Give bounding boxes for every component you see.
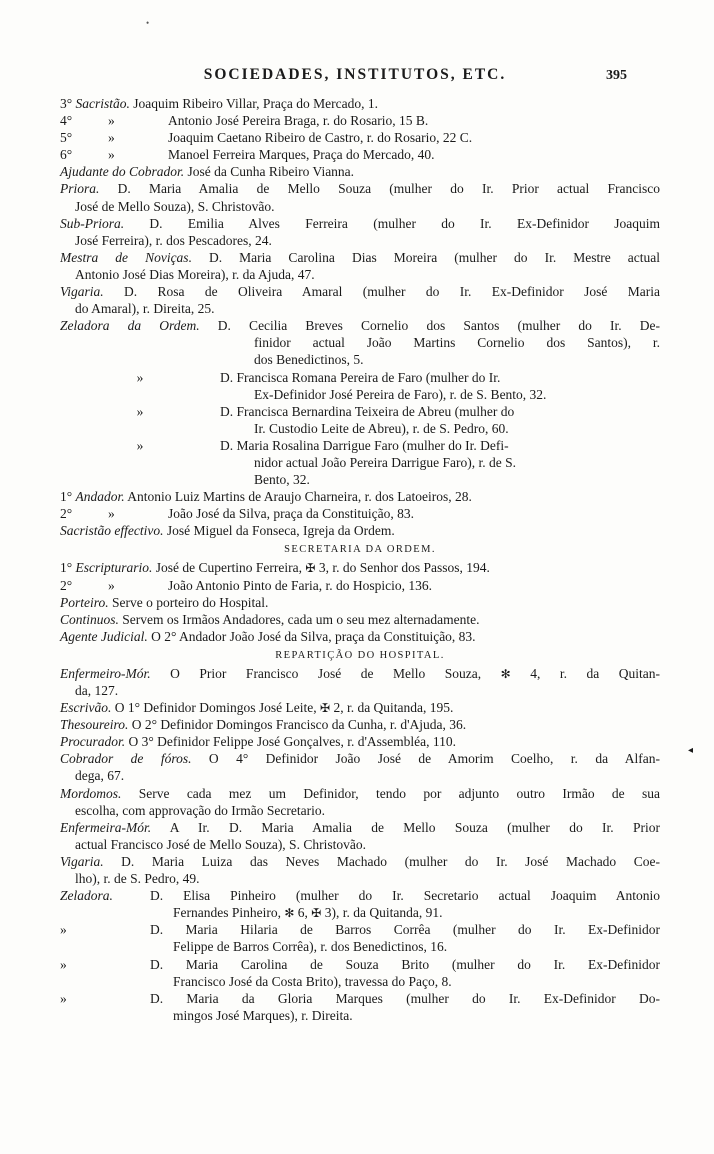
entry-line: Priora. D. Maria Amalia de Mello Souza (mulher do Ir. Prior actual Francisco bbox=[60, 181, 660, 197]
entry-line: » D. Maria Rosalina Darrigue Faro (mulher do Ir. Defi- bbox=[136, 437, 509, 453]
entry-line: 1° Escripturario. José de Cupertino Ferreira, ✠ 3, r. do Senhor dos Passos, 194. bbox=[60, 560, 490, 576]
entry-continuation: Felippe de Barros Corrêa), r. dos Benedictinos, 16. bbox=[173, 939, 448, 955]
entry-line: 2° » João Antonio Pinto de Faria, r. do Hospicio, 136. bbox=[60, 577, 432, 593]
cross-icon: ✠ bbox=[311, 906, 322, 921]
entry-line: 4° » Antonio José Pereira Braga, r. do Rosario, 15 B. bbox=[60, 113, 429, 129]
entry-continuation: Antonio José Dias Moreira), r. da Ajuda, 47. bbox=[75, 266, 315, 282]
entry-line: Vigaria. D. Rosa de Oliveira Amaral (mulher do Ir. Ex-Definidor José Maria bbox=[60, 284, 660, 300]
entry-line: Zeladora da Ordem. D. Cecilia Breves Cornelio dos Santos (mulher do Ir. De- bbox=[60, 318, 660, 334]
entry-continuation: Fernandes Pinheiro, ✻ 6, ✠ 3), r. da Quitanda, 91. bbox=[173, 905, 443, 921]
entry-line: » D. Francisca Romana Pereira de Faro (mulher do Ir. bbox=[136, 369, 501, 385]
entry-continuation: Bento, 32. bbox=[254, 472, 310, 488]
entry-line: Zeladora. D. Elisa Pinheiro (mulher do Ir. Secretario actual Joaquim Antonio bbox=[60, 888, 660, 904]
entry-continuation: Francisco José da Costa Brito), travessa do Paço, 8. bbox=[173, 973, 452, 989]
entry-continuation: lho), r. de S. Pedro, 49. bbox=[75, 871, 200, 887]
entry-line: 5° » Joaquim Caetano Ribeiro de Castro, r. do Rosario, 22 C. bbox=[60, 130, 473, 146]
entry-line: » D. Maria Carolina de Souza Brito (mulher do Ir. Ex-Definidor bbox=[60, 956, 660, 972]
section-heading-hospital: REPARTIÇÃO DO HOSPITAL. bbox=[275, 649, 445, 661]
entry-line: Mestra de Noviças. D. Maria Carolina Dias Moreira (mulher do Ir. Mestre actual bbox=[60, 249, 660, 265]
entry-line: Porteiro. Serve o porteiro do Hospital. bbox=[60, 594, 269, 610]
entry-line: » D. Maria da Gloria Marques (mulher do Ir. Ex-Definidor Do- bbox=[60, 990, 660, 1006]
entry-line: 2° » João José da Silva, praça da Constituição, 83. bbox=[60, 506, 414, 522]
entry-continuation: do Amaral), r. Direita, 25. bbox=[75, 301, 215, 317]
cross-icon: ✠ bbox=[320, 701, 331, 716]
entry-line: 3° Sacristão. Joaquim Ribeiro Villar, Praça do Mercado, 1. bbox=[60, 96, 379, 111]
entry-line: » D. Francisca Bernardina Teixeira de Abreu (mulher do bbox=[136, 403, 515, 419]
entry-line: Mordomos. Serve cada mez um Definidor, tendo por adjunto outro Irmão de sua bbox=[60, 785, 660, 801]
entry-continuation: mingos José Marques), r. Direita. bbox=[173, 1007, 353, 1023]
entry-continuation: dega, 67. bbox=[75, 768, 125, 784]
entry-line: Enfermeira-Mór. A Ir. D. Maria Amalia de Mello Souza (mulher do Ir. Prior bbox=[60, 819, 660, 835]
entry-continuation: escolha, com approvação do Irmão Secretario. bbox=[75, 802, 326, 818]
running-header: SOCIEDADES, INSTITUTOS, ETC. bbox=[203, 66, 507, 83]
entry-line: Enfermeiro-Mór. O Prior Francisco José de Mello Souza, ✻ 4, r. da Quitan- bbox=[60, 665, 660, 681]
entry-line: 1° Andador. Antonio Luiz Martins de Araujo Charneira, r. dos Latoeiros, 28. bbox=[60, 489, 472, 505]
entry-continuation: Ir. Custodio Leite de Abreu), r. de S. Pedro, 60. bbox=[254, 420, 509, 436]
entry-continuation: dos Benedictinos, 5. bbox=[254, 352, 364, 368]
star-icon: ✻ bbox=[284, 906, 295, 921]
cross-icon: ✠ bbox=[305, 561, 316, 576]
entry-line: Agente Judicial. O 2° Andador João José da Silva, praça da Constituição, 83. bbox=[60, 628, 476, 644]
page-number: 395 bbox=[606, 68, 627, 83]
star-icon: ✻ bbox=[500, 666, 511, 681]
page-body bbox=[60, 95, 660, 1024]
section-heading-secretaria: SECRETARIA DA ORDEM. bbox=[284, 544, 436, 556]
entry-line: Thesoureiro. O 2° Definidor Domingos Francisco da Cunha, r. d'Ajuda, 36. bbox=[60, 717, 467, 733]
entry-continuation: actual Francisco José de Mello Souza), S. Christovão. bbox=[75, 836, 366, 852]
entry-continuation: nidor actual João Pereira Darrigue Faro), r. de S. bbox=[254, 454, 517, 470]
entry-line: Sacristão effectivo. José Miguel da Fonseca, Igreja da Ordem. bbox=[60, 523, 395, 539]
entry-continuation: José Ferreira), r. dos Pescadores, 24. bbox=[75, 232, 272, 248]
margin-mark: ◂ bbox=[688, 745, 694, 756]
entry-line: Ajudante do Cobrador. José da Cunha Ribeiro Vianna. bbox=[60, 164, 355, 180]
entry-line: Sub-Priora. D. Emilia Alves Ferreira (mulher do Ir. Ex-Definidor Joaquim bbox=[60, 215, 660, 231]
entry-line: Cobrador de fóros. O 4° Definidor João José de Amorim Coelho, r. da Alfan- bbox=[60, 751, 660, 767]
entry-line: 6° » Manoel Ferreira Marques, Praça do Mercado, 40. bbox=[60, 147, 435, 163]
entry-line: » D. Maria Hilaria de Barros Corrêa (mulher do Ir. Ex-Definidor bbox=[60, 922, 660, 938]
entry-continuation: Ex-Definidor José Pereira de Faro), r. de S. Bento, 32. bbox=[254, 386, 547, 402]
entry-line: Escrivão. O 1° Definidor Domingos José Leite, ✠ 2, r. da Quitanda, 195. bbox=[60, 700, 454, 716]
entry-continuation: finidor actual João Martins Cornelio dos Santos), r. bbox=[254, 335, 660, 351]
entry-continuation: da, 127. bbox=[75, 683, 119, 698]
print-speck: • bbox=[146, 18, 150, 28]
entry-line: Continuos. Servem os Irmãos Andadores, cada um o seu mez alternadamente. bbox=[60, 611, 480, 627]
entry-line: Vigaria. D. Maria Luiza das Neves Machado (mulher do Ir. José Machado Coe- bbox=[60, 853, 660, 869]
entry-line: Procurador. O 3° Definidor Felippe José Gonçalves, r. d'Assembléa, 110. bbox=[60, 734, 457, 750]
entry-continuation: José de Mello Souza), S. Christovão. bbox=[75, 198, 275, 214]
